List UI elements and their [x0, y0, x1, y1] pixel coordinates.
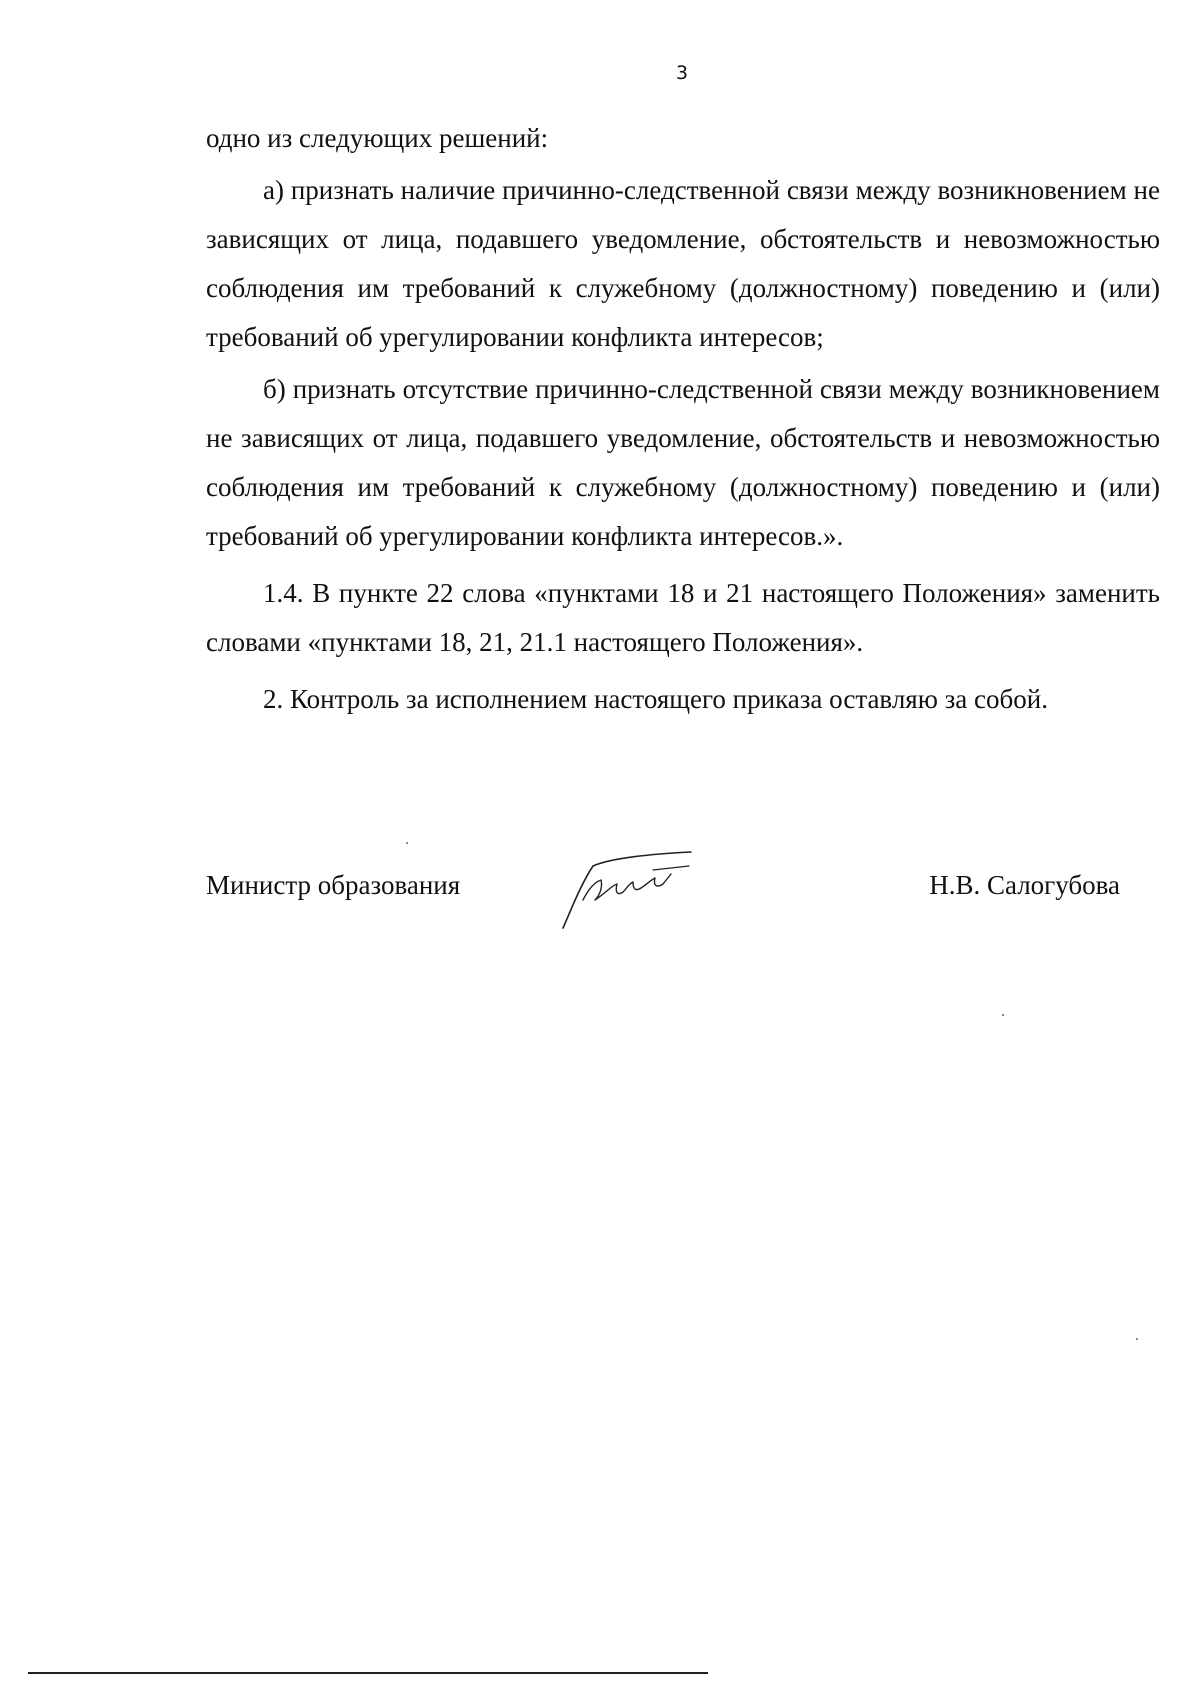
signature-block [206, 856, 1120, 936]
signer-name: Н.В. Салогубова [929, 870, 1120, 900]
paragraph-item-b: б) признать отсутствие причинно-следственной связи между возникновением не зависящих от лица, подавшего уведомление, обстоятельств и невозможностью соблюдения им требований к служебному (должностному) поведению и (или) требований об урегулировании конфликта интересов.». [206, 374, 1160, 551]
page-number: 3 [675, 62, 689, 84]
scan-speck [1002, 1014, 1004, 1016]
paragraph-item-1-4: 1.4. В пункте 22 слова «пунктами 18 и 21 настоящего Положения» заменить словами «пунктами 18, 21, 21.1 настоящего Положения». [206, 578, 1160, 657]
document-body [206, 114, 1160, 724]
paragraph-item-a: а) признать наличие причинно-следственной связи между возникновением не зависящих от лица, подавшего уведомление, обстоятельств и невозможностью соблюдения им требований к служебному (должностному) поведению и (или) требований об урегулировании конфликта интересов; [206, 175, 1160, 352]
scan-speck [1136, 1338, 1138, 1340]
intro-line: одно из следующих решений: [206, 123, 549, 153]
scan-speck [406, 842, 408, 844]
handwritten-signature [541, 844, 711, 934]
signer-title: Министр образования [206, 870, 461, 900]
bottom-scan-edge [28, 1672, 708, 1674]
paragraph-item-2: 2. Контроль за исполнением настоящего приказа оставляю за собой. [263, 684, 1048, 714]
